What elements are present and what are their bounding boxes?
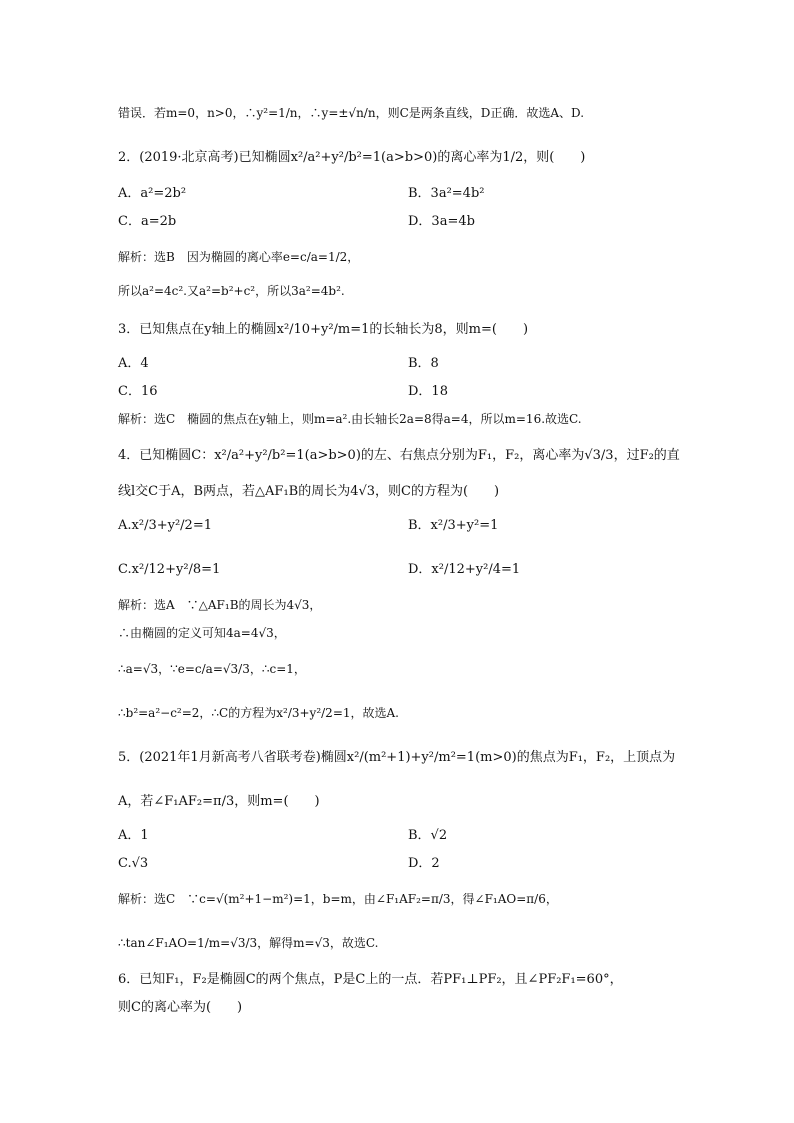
option-a: A．a²=2b² <box>118 186 187 201</box>
question-3: 3．已知焦点在y轴上的椭圆x²/10+y²/m=1的长轴长为8，则m=( ) <box>118 322 529 337</box>
question-6: 则C的离心率为( ) <box>118 1000 243 1015</box>
question-2: 2．(2019·北京高考)已知椭圆x²/a²+y²/b²=1(a>b>0)的离心率为1/2，则( ) <box>118 150 586 165</box>
question-5: A，若∠F₁AF₂=π/3，则m=( ) <box>118 794 320 809</box>
question-4: 线l交C于A，B两点，若△AF₁B的周长为4√3，则C的方程为( ) <box>118 484 500 499</box>
option-a: A．4 <box>118 356 149 371</box>
option-d: D．18 <box>408 384 448 399</box>
solution-line: ∴由椭圆的定义可知4a=4√3， <box>118 626 286 640</box>
solution-line: 解析：选C ∵c=√(m²+1−m²)=1，b=m，由∠F₁AF₂=π/3，得∠F₁AO=π/6， <box>118 892 558 906</box>
solution-line: 解析：选C 椭圆的焦点在y轴上，则m=a².由长轴长2a=8得a=4，所以m=16.故选C. <box>118 412 582 426</box>
option-c: C.x²/12+y²/8=1 <box>118 562 221 577</box>
option-c: C．16 <box>118 384 158 399</box>
solution-line: ∴tan∠F₁AO=1/m=√3/3，解得m=√3，故选C. <box>118 936 379 950</box>
option-d: D．3a=4b <box>408 214 475 229</box>
question-5: 5．(2021年1月新高考八省联考卷)椭圆x²/(m²+1)+y²/m²=1(m>0)的焦点为F₁，F₂，上顶点为 <box>118 750 676 765</box>
solution-line: 解析：选B 因为椭圆的离心率e=c/a=1/2， <box>118 250 360 264</box>
option-d: D．2 <box>408 856 440 871</box>
question-4: 4．已知椭圆C：x²/a²+y²/b²=1(a>b>0)的左、右焦点分别为F₁，F₂，离心率为√3/3，过F₂的直 <box>118 448 680 463</box>
option-c: C．a=2b <box>118 214 177 229</box>
solution-line: ∴b²=a²−c²=2，∴C的方程为x²/3+y²/2=1，故选A. <box>118 706 399 720</box>
text-line: 错误．若m=0，n>0，∴y²=1/n，∴y=±√n/n，则C是两条直线，D正确．故选A、D. <box>118 106 585 120</box>
option-b: B．x²/3+y²=1 <box>408 518 499 533</box>
option-a: A.x²/3+y²/2=1 <box>118 518 212 533</box>
solution-line: ∴a=√3，∵e=c/a=√3/3，∴c=1， <box>118 662 306 676</box>
option-b: B．3a²=4b² <box>408 186 485 201</box>
solution-line: 所以a²=4c².又a²=b²+c²，所以3a²=4b². <box>118 284 345 298</box>
option-b: B．√2 <box>408 828 448 843</box>
option-b: B．8 <box>408 356 439 371</box>
question-6: 6．已知F₁，F₂是椭圆C的两个焦点，P是C上的一点．若PF₁⊥PF₂，且∠PF₂F₁=60°， <box>118 972 623 987</box>
option-a: A．1 <box>118 828 149 843</box>
option-d: D．x²/12+y²/4=1 <box>408 562 521 577</box>
option-c: C.√3 <box>118 856 149 871</box>
solution-line: 解析：选A ∵△AF₁B的周长为4√3， <box>118 598 322 612</box>
